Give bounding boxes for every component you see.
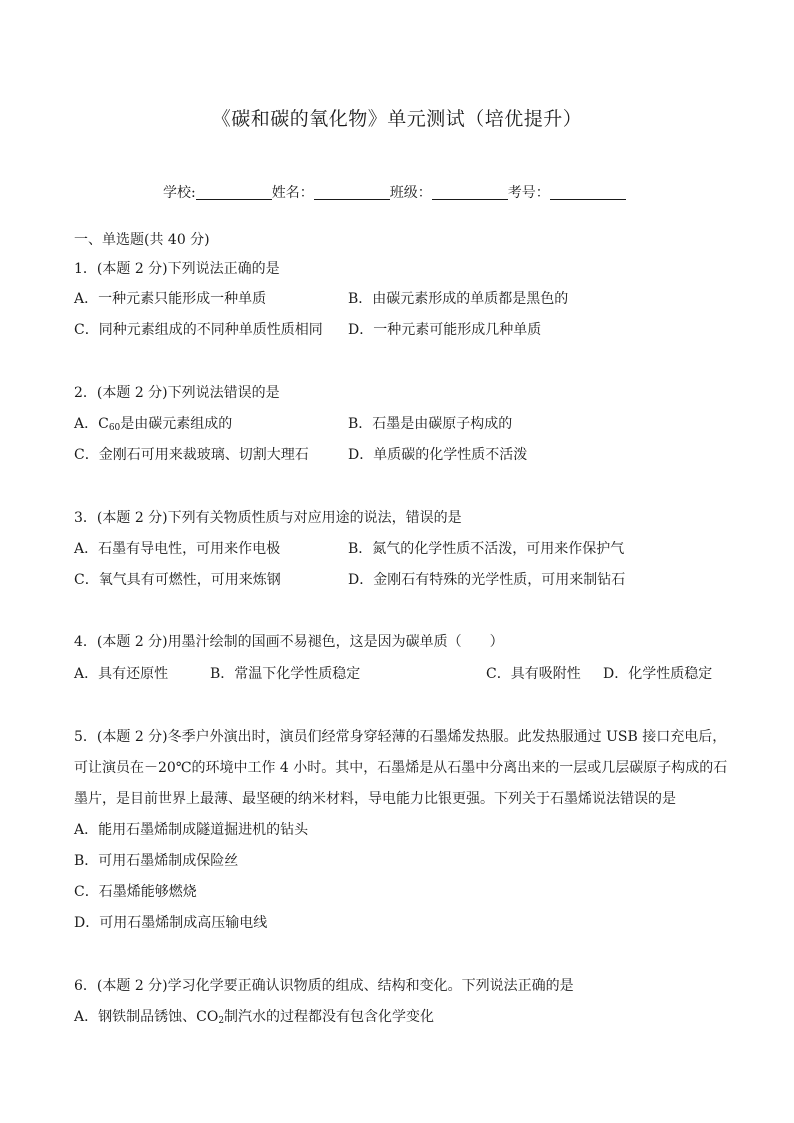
exam-number-blank[interactable] xyxy=(550,185,626,200)
question-6-option-a-prefix: A．钢铁制品锈蚀、CO xyxy=(74,1009,219,1025)
name-blank[interactable] xyxy=(314,185,390,200)
question-5-stem-line-1: 5．(本题 2 分)冬季户外演出时，演员们经常身穿轻薄的石墨烯发热服。此发热服通过 USB 接口充电后， xyxy=(74,729,727,745)
question-2-option-b: B．石墨是由碳原子构成的 xyxy=(348,416,513,432)
question-6-stem: 6．(本题 2 分)学习化学要正确认识物质的组成、结构和变化。下列说法正确的是 xyxy=(74,978,574,994)
question-2-option-d: D．单质碳的化学性质不活泼 xyxy=(348,447,528,463)
question-4-option-c: C．具有吸附性 xyxy=(486,666,581,682)
name-label: 姓名： xyxy=(271,185,314,201)
question-2-option-a-prefix: A．C xyxy=(74,416,109,432)
question-3-option-d: D．金刚石有特殊的光学性质，可用来制钻石 xyxy=(348,572,626,588)
question-6-option-a-suffix: 制汽水的过程都没有包含化学变化 xyxy=(224,1009,435,1025)
question-5-stem-line-3: 墨片，是目前世界上最薄、最坚硬的纳米材料，导电能力比银更强。下列关于石墨烯说法错误的是 xyxy=(74,791,676,807)
question-2-stem: 2．(本题 2 分)下列说法错误的是 xyxy=(74,385,280,401)
question-2-option-a xyxy=(74,415,232,433)
question-5-option-a: A．能用石墨烯制成隧道掘进机的钻头 xyxy=(74,822,309,838)
question-2-option-c: C．金刚石可用来裁玻璃、切割大理石 xyxy=(74,447,309,463)
question-5-option-c: C．石墨烯能够燃烧 xyxy=(74,884,197,900)
question-4-option-a: A．具有还原性 xyxy=(74,666,169,682)
question-1-stem: 1．(本题 2 分)下列说法正确的是 xyxy=(74,261,280,277)
page-title: 《碳和碳的氧化物》单元测试（培优提升） xyxy=(211,108,583,130)
class-label: 班级： xyxy=(389,185,432,201)
question-5-option-b: B．可用石墨烯制成保险丝 xyxy=(74,853,239,869)
question-4-option-d: D．化学性质稳定 xyxy=(603,666,713,682)
question-1-option-c: C．同种元素组成的不同种单质性质相同 xyxy=(74,322,323,338)
exam-number-label: 考号： xyxy=(507,185,550,201)
question-2-option-a-suffix: 是由碳元素组成的 xyxy=(120,416,233,432)
question-6-option-a xyxy=(74,1008,434,1026)
question-5-stem-line-2: 可让演员在－20℃的环境中工作 4 小时。其中，石墨烯是从石墨中分离出来的一层或几层碳原子构成的石 xyxy=(74,760,728,776)
section-heading: 一、单选题(共 40 分) xyxy=(74,232,210,248)
question-6-option-a-subscript: 2 xyxy=(218,1016,225,1026)
question-2-option-a-subscript: 60 xyxy=(108,423,121,433)
question-4-stem: 4．(本题 2 分)用墨汁绘制的国画不易褪色，这是因为碳单质（ ） xyxy=(74,634,504,650)
question-3-option-c: C．氧气具有可燃性，可用来炼钢 xyxy=(74,572,281,588)
question-1-option-d: D．一种元素可能形成几种单质 xyxy=(348,322,542,338)
student-info-line xyxy=(163,182,626,202)
question-1-option-b: B．由碳元素形成的单质都是黑色的 xyxy=(348,291,569,307)
question-3-option-b: B．氮气的化学性质不活泼，可用来作保护气 xyxy=(348,541,625,557)
class-blank[interactable] xyxy=(432,185,508,200)
question-3-stem: 3．(本题 2 分)下列有关物质性质与对应用途的说法，错误的是 xyxy=(74,510,462,526)
school-label: 学校: xyxy=(163,185,196,201)
question-1-option-a: A．一种元素只能形成一种单质 xyxy=(74,291,267,307)
question-5-option-d: D．可用石墨烯制成高压输电线 xyxy=(74,915,268,931)
question-4-option-b: B．常温下化学性质稳定 xyxy=(210,666,361,682)
question-3-option-a: A．石墨有导电性，可用来作电极 xyxy=(74,541,281,557)
school-blank[interactable] xyxy=(196,185,272,200)
